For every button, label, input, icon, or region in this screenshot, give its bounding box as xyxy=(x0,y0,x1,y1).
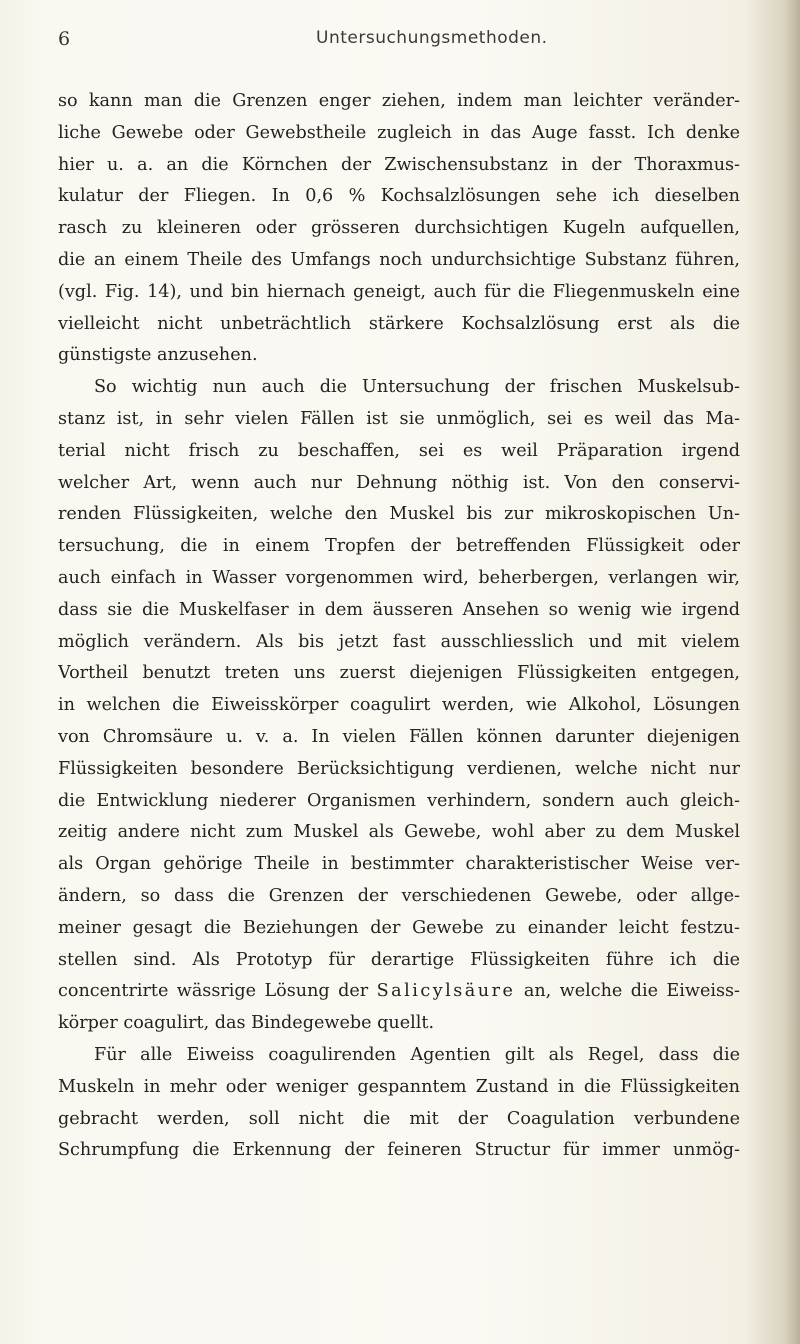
page-header xyxy=(58,28,738,68)
text-line: liche Gewebe oder Gewebstheile zugleich in das Auge fasst. Ich denke xyxy=(58,122,740,143)
text-line: rasch zu kleineren oder grösseren durchsichtigen Kugeln aufquellen, xyxy=(58,218,740,239)
text-line: gebracht werden, soll nicht die mit der Coagulation verbundene xyxy=(58,1108,740,1129)
text-line: stanz ist, in sehr vielen Fällen ist sie unmöglich, sei es weil das Ma- xyxy=(58,408,740,429)
text-line: zeitig andere nicht zum Muskel als Gewebe, wohl aber zu dem Muskel xyxy=(58,822,740,843)
text-line-with-spaced-term xyxy=(58,976,740,1008)
text-line: dass sie die Muskelfaser in dem äusseren Ansehen so wenig wie irgend xyxy=(58,599,740,620)
running-head: Untersuchungsmethoden. xyxy=(316,28,548,48)
paragraph-start-line: So wichtig nun auch die Untersuchung der frischen Muskelsub- xyxy=(94,377,740,398)
text-line: renden Flüssigkeiten, welche den Muskel bis zur mikroskopischen Un- xyxy=(58,504,740,525)
text-line: ändern, so dass die Grenzen der verschiedenen Gewebe, oder allge- xyxy=(58,885,740,906)
text-line: als Organ gehörige Theile in bestimmter charakteristischer Weise ver- xyxy=(58,854,740,875)
paragraph-start-line: Für alle Eiweiss coagulirenden Agentien gilt als Regel, dass die xyxy=(94,1044,740,1065)
text-line: möglich verändern. Als bis jetzt fast ausschliesslich und mit vielem xyxy=(58,631,740,652)
text-line: in welchen die Eiweisskörper coagulirt werden, wie Alkohol, Lösungen xyxy=(58,695,740,716)
text-line: Vortheil benutzt treten uns zuerst diejenigen Flüssigkeiten entgegen, xyxy=(58,663,740,684)
text-line: vielleicht nicht unbeträchtlich stärkere Kochsalzlösung erst als die xyxy=(58,313,740,334)
text-line: so kann man die Grenzen enger ziehen, indem man leichter veränder- xyxy=(58,91,740,111)
text-line: die Entwicklung niederer Organismen verhindern, sondern auch gleich- xyxy=(58,790,740,811)
text-line: welcher Art, wenn auch nur Dehnung nöthig ist. Von den conservi- xyxy=(58,472,740,493)
emphasized-term: Salicylsäure xyxy=(376,981,516,1002)
text-line: auch einfach in Wasser vorgenommen wird, beherbergen, verlangen wir, xyxy=(58,567,740,588)
text-line: Muskeln in mehr oder weniger gespanntem Zustand in die Flüssigkeiten xyxy=(58,1076,740,1097)
text-line: die an einem Theile des Umfangs noch undurchsichtige Substanz führen, xyxy=(58,249,740,270)
text-line: Flüssigkeiten besondere Berücksichtigung verdienen, welche nicht nur xyxy=(58,758,740,779)
body-text xyxy=(58,86,740,1167)
text-line: terial nicht frisch zu beschaffen, sei es weil Präparation irgend xyxy=(58,440,740,461)
text-line: günstigste anzusehen. xyxy=(58,345,258,366)
text-line: (vgl. Fig. 14), und bin hiernach geneigt, auch für die Fliegenmuskeln eine xyxy=(58,281,740,302)
text-line: Schrumpfung die Erkennung der feineren Structur für immer unmög- xyxy=(58,1140,740,1161)
text-fragment: an, welche die Eiweiss- xyxy=(523,981,740,1002)
text-line: kulatur der Fliegen. In 0,6 % Kochsalzlösungen sehe ich dieselben xyxy=(58,186,740,207)
text-line: stellen sind. Als Prototyp für derartige Flüssigkeiten führe ich die xyxy=(58,949,740,970)
text-line: tersuchung, die in einem Tropfen der betreffenden Flüssigkeit oder xyxy=(58,536,740,557)
text-line: von Chromsäure u. v. a. In vielen Fällen können darunter diejenigen xyxy=(58,726,740,747)
text-fragment: concentrirte wässrige Lösung der xyxy=(58,981,369,1002)
page-number: 6 xyxy=(58,28,71,50)
text-line: hier u. a. an die Körnchen der Zwischensubstanz in der Thoraxmus- xyxy=(58,154,740,175)
text-line: körper coagulirt, das Bindegewebe quellt. xyxy=(58,1013,435,1034)
text-line: meiner gesagt die Beziehungen der Gewebe zu einander leicht festzu- xyxy=(58,917,740,938)
